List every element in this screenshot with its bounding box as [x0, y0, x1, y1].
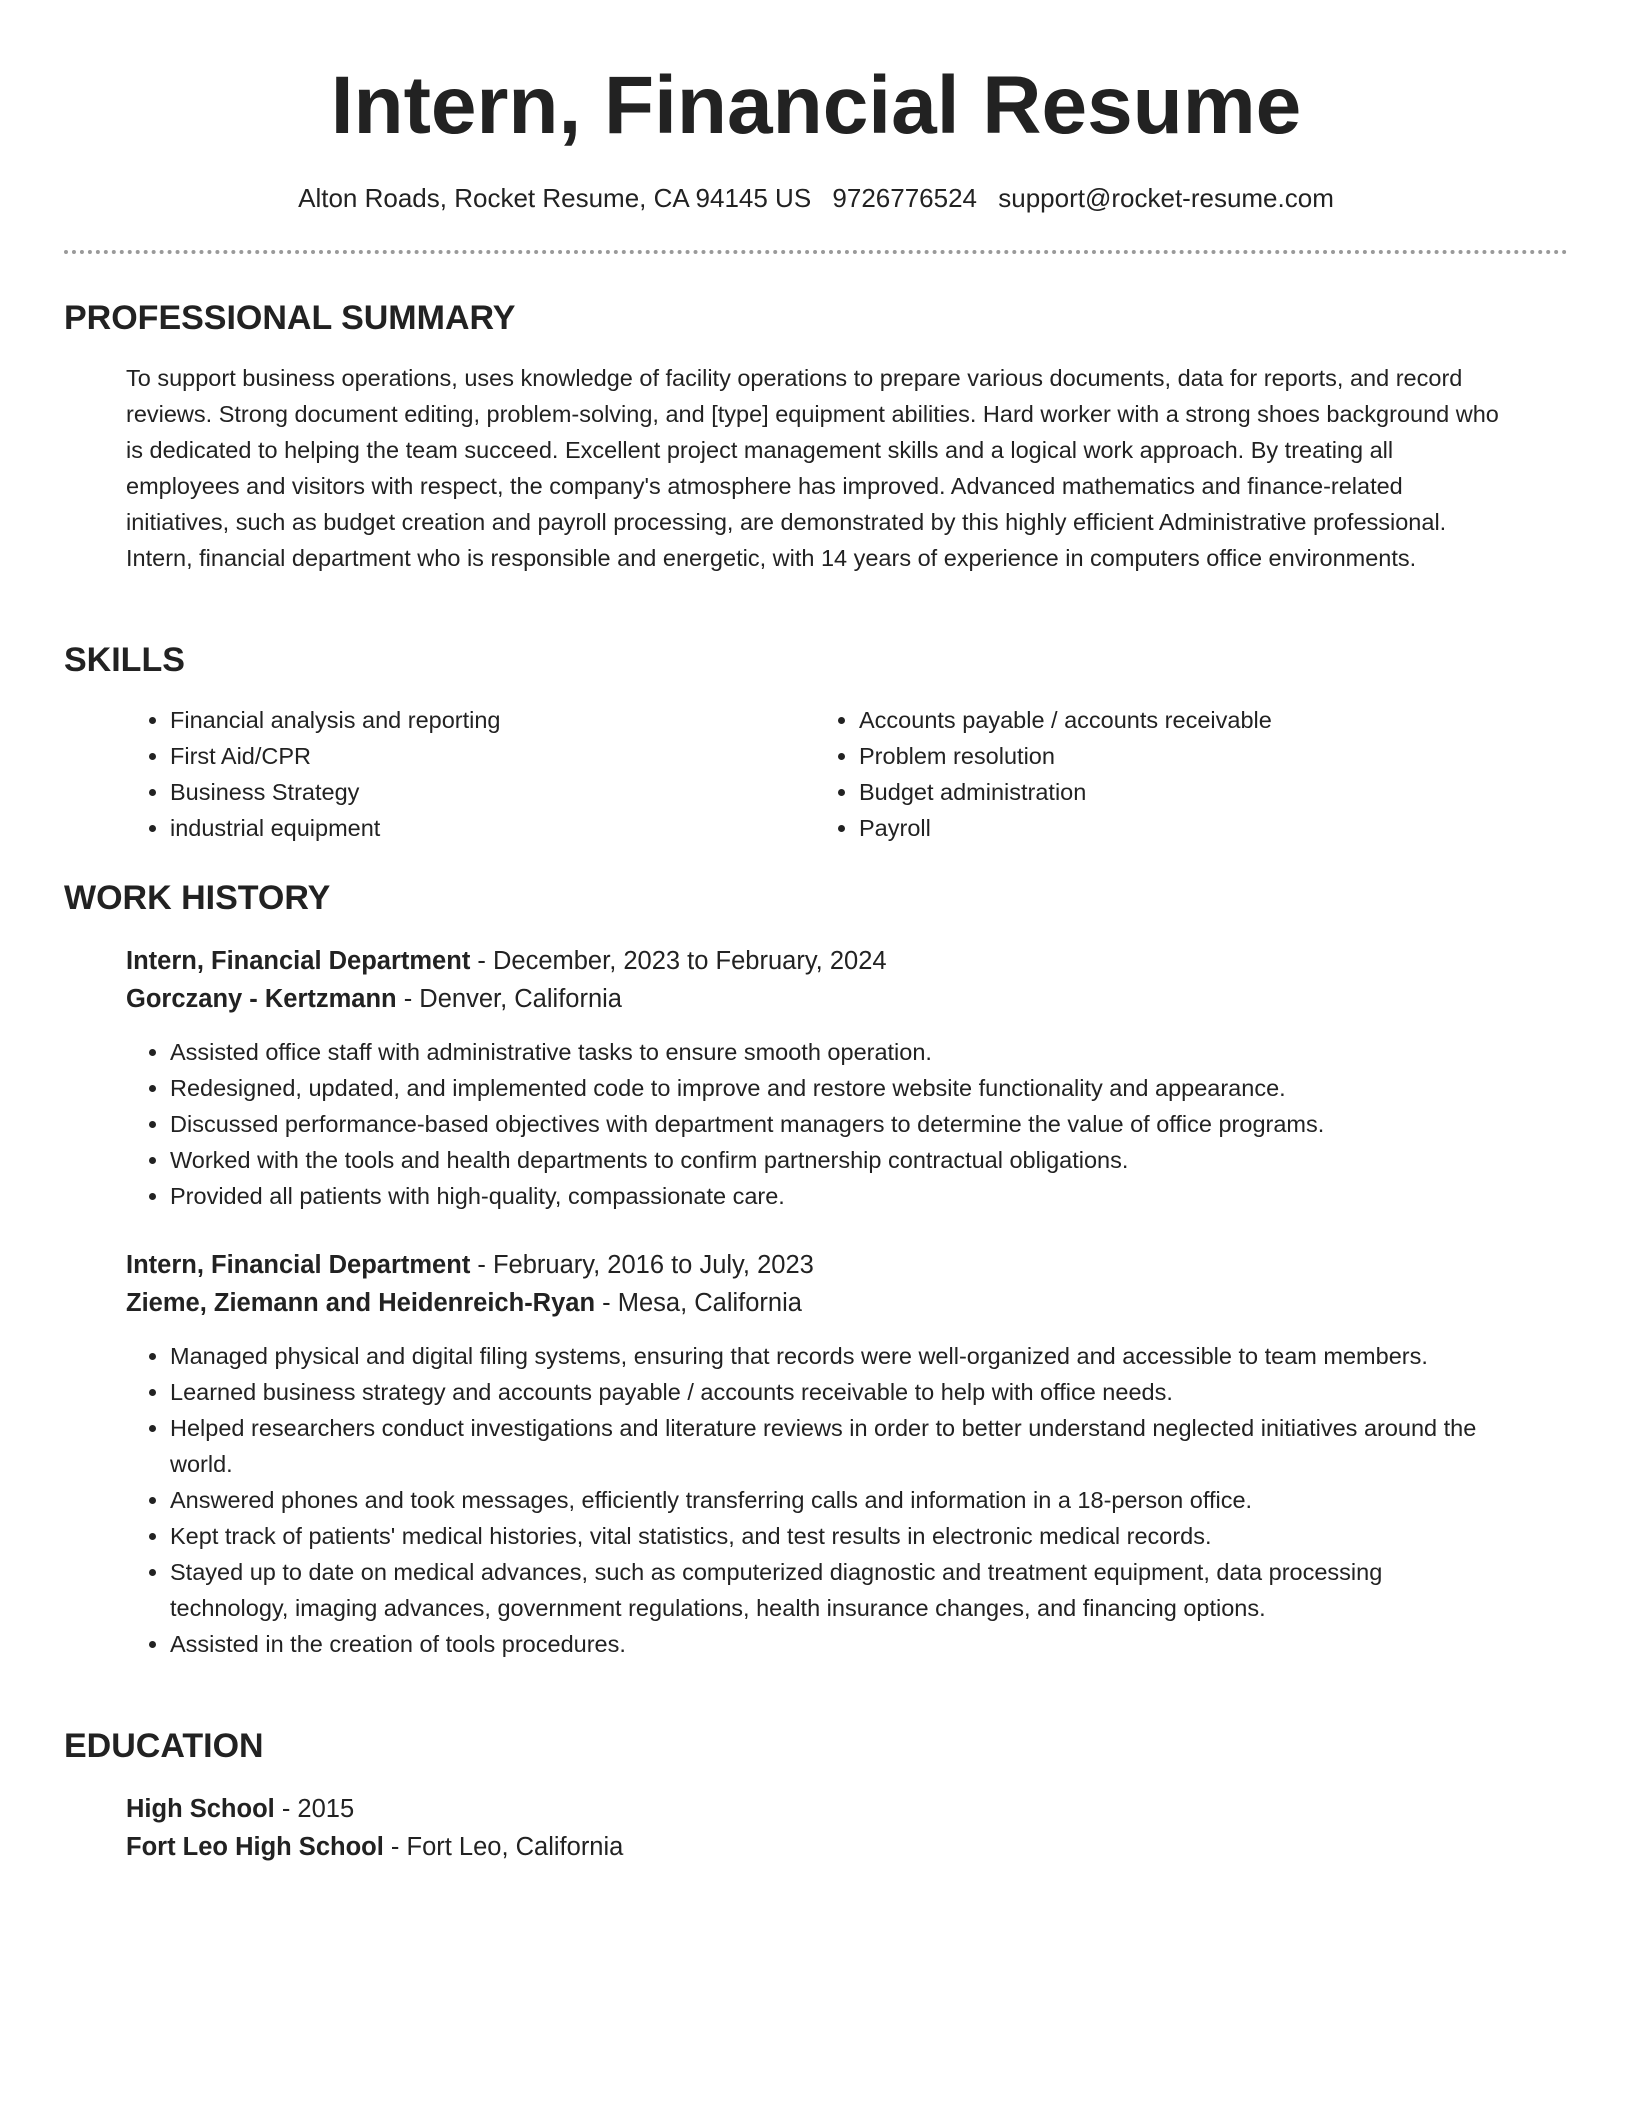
- contact-phone: 9726776524: [832, 183, 978, 213]
- job-title: Intern, Financial Department: [126, 1251, 471, 1279]
- job-title-line: [126, 1246, 1504, 1284]
- contact-address: Alton Roads, Rocket Resume, CA 94145 US: [298, 183, 812, 213]
- skill-item: • industrial equipment: [170, 810, 815, 846]
- summary-section: [64, 296, 1568, 340]
- contact-line: [0, 180, 1632, 216]
- job-company-line: [126, 980, 1504, 1018]
- job-bullet: • Assisted office staff with administrative tasks to ensure smooth operation.: [170, 1034, 1504, 1070]
- job-company: Zieme, Ziemann and Heidenreich-Ryan: [126, 1289, 596, 1317]
- job-bullet: • Kept track of patients' medical histories, vital statistics, and test results in electronic medical records.: [170, 1518, 1504, 1554]
- education-school: Fort Leo High School: [126, 1833, 384, 1861]
- education-entry: [126, 1790, 1504, 1866]
- job-location: - Denver, California: [396, 985, 622, 1013]
- job-bullet: • Stayed up to date on medical advances, such as computerized diagnostic and treatment equipment, data processing technology, imaging advances, government regulations, health insurance changes, and financing options.: [170, 1554, 1504, 1626]
- skills-section: [64, 638, 1568, 682]
- skill-item: • Financial analysis and reporting: [170, 702, 815, 738]
- job-location: - Mesa, California: [595, 1289, 802, 1317]
- job-company-line: [126, 1284, 1504, 1322]
- education-heading: EDUCATION: [64, 1727, 264, 1765]
- skill-item: • First Aid/CPR: [170, 738, 815, 774]
- job-company: Gorczany - Kertzmann: [126, 985, 397, 1013]
- job-bullet: • Discussed performance-based objectives with department managers to determine the value of office programs.: [170, 1106, 1504, 1142]
- job-bullet: • Worked with the tools and health departments to confirm partnership contractual obligations.: [170, 1142, 1504, 1178]
- skill-item: • Budget administration: [859, 774, 1504, 810]
- skill-item: • Business Strategy: [170, 774, 815, 810]
- summary-body: [126, 360, 1504, 576]
- education-year: - 2015: [274, 1795, 355, 1823]
- job-bullet: • Redesigned, updated, and implemented code to improve and restore website functionality and appearance.: [170, 1070, 1504, 1106]
- job-bullet: • Assisted in the creation of tools procedures.: [170, 1626, 1504, 1662]
- education-section: [64, 1724, 1568, 1768]
- skill-item: • Problem resolution: [859, 738, 1504, 774]
- summary-heading: PROFESSIONAL SUMMARY: [64, 299, 516, 337]
- skills-list-right: [815, 702, 1504, 846]
- job-dates: - December, 2023 to February, 2024: [470, 947, 887, 975]
- resume-title: Intern, Financial Resume: [330, 60, 1302, 151]
- job-entry: [126, 942, 1504, 1214]
- education-location: - Fort Leo, California: [383, 1833, 624, 1861]
- header-divider: [64, 250, 1568, 254]
- job-bullets: [126, 1338, 1504, 1662]
- work-section: [64, 876, 1568, 920]
- summary-text: To support business operations, uses knowledge of facility operations to prepare various documents, data for reports, and record reviews. Strong document editing, problem-solving, and [type] equipment abilities. Hard worker with a strong shoes background who is dedicated to helping the team succeed. Excellent project management skills and a logical work approach. By treating all employees and visitors with respect, the company's atmosphere has improved. Advanced mathematics and finance-related initiatives, such as budget creation and payroll processing, are demonstrated by this highly efficient Administrative professional. Intern, financial department who is responsible and energetic, with 14 years of experience in computers office environments.: [126, 365, 1499, 571]
- education-school-line: [126, 1828, 1504, 1866]
- skills-columns: [126, 702, 1504, 846]
- education-degree-line: [126, 1790, 1504, 1828]
- skills-body: [126, 702, 1504, 846]
- skills-heading: SKILLS: [64, 641, 185, 679]
- job-bullet: • Learned business strategy and accounts payable / accounts receivable to help with office needs.: [170, 1374, 1504, 1410]
- job-entry: [126, 1246, 1504, 1662]
- job-dates: - February, 2016 to July, 2023: [470, 1251, 814, 1279]
- job-bullets: [126, 1034, 1504, 1214]
- job-bullet: • Provided all patients with high-quality, compassionate care.: [170, 1178, 1504, 1214]
- job-bullet: • Answered phones and took messages, efficiently transferring calls and information in a 18-person office.: [170, 1482, 1504, 1518]
- job-title-line: [126, 942, 1504, 980]
- skills-list-left: [126, 702, 815, 846]
- contact-email: support@rocket-resume.com: [998, 183, 1334, 213]
- work-heading: WORK HISTORY: [64, 879, 331, 917]
- skill-item: • Accounts payable / accounts receivable: [859, 702, 1504, 738]
- education-degree: High School: [126, 1795, 275, 1823]
- job-title: Intern, Financial Department: [126, 947, 471, 975]
- job-bullet: • Managed physical and digital filing systems, ensuring that records were well-organized and accessible to team members.: [170, 1338, 1504, 1374]
- skill-item: • Payroll: [859, 810, 1504, 846]
- job-bullet: • Helped researchers conduct investigations and literature reviews in order to better understand neglected initiatives around the world.: [170, 1410, 1504, 1482]
